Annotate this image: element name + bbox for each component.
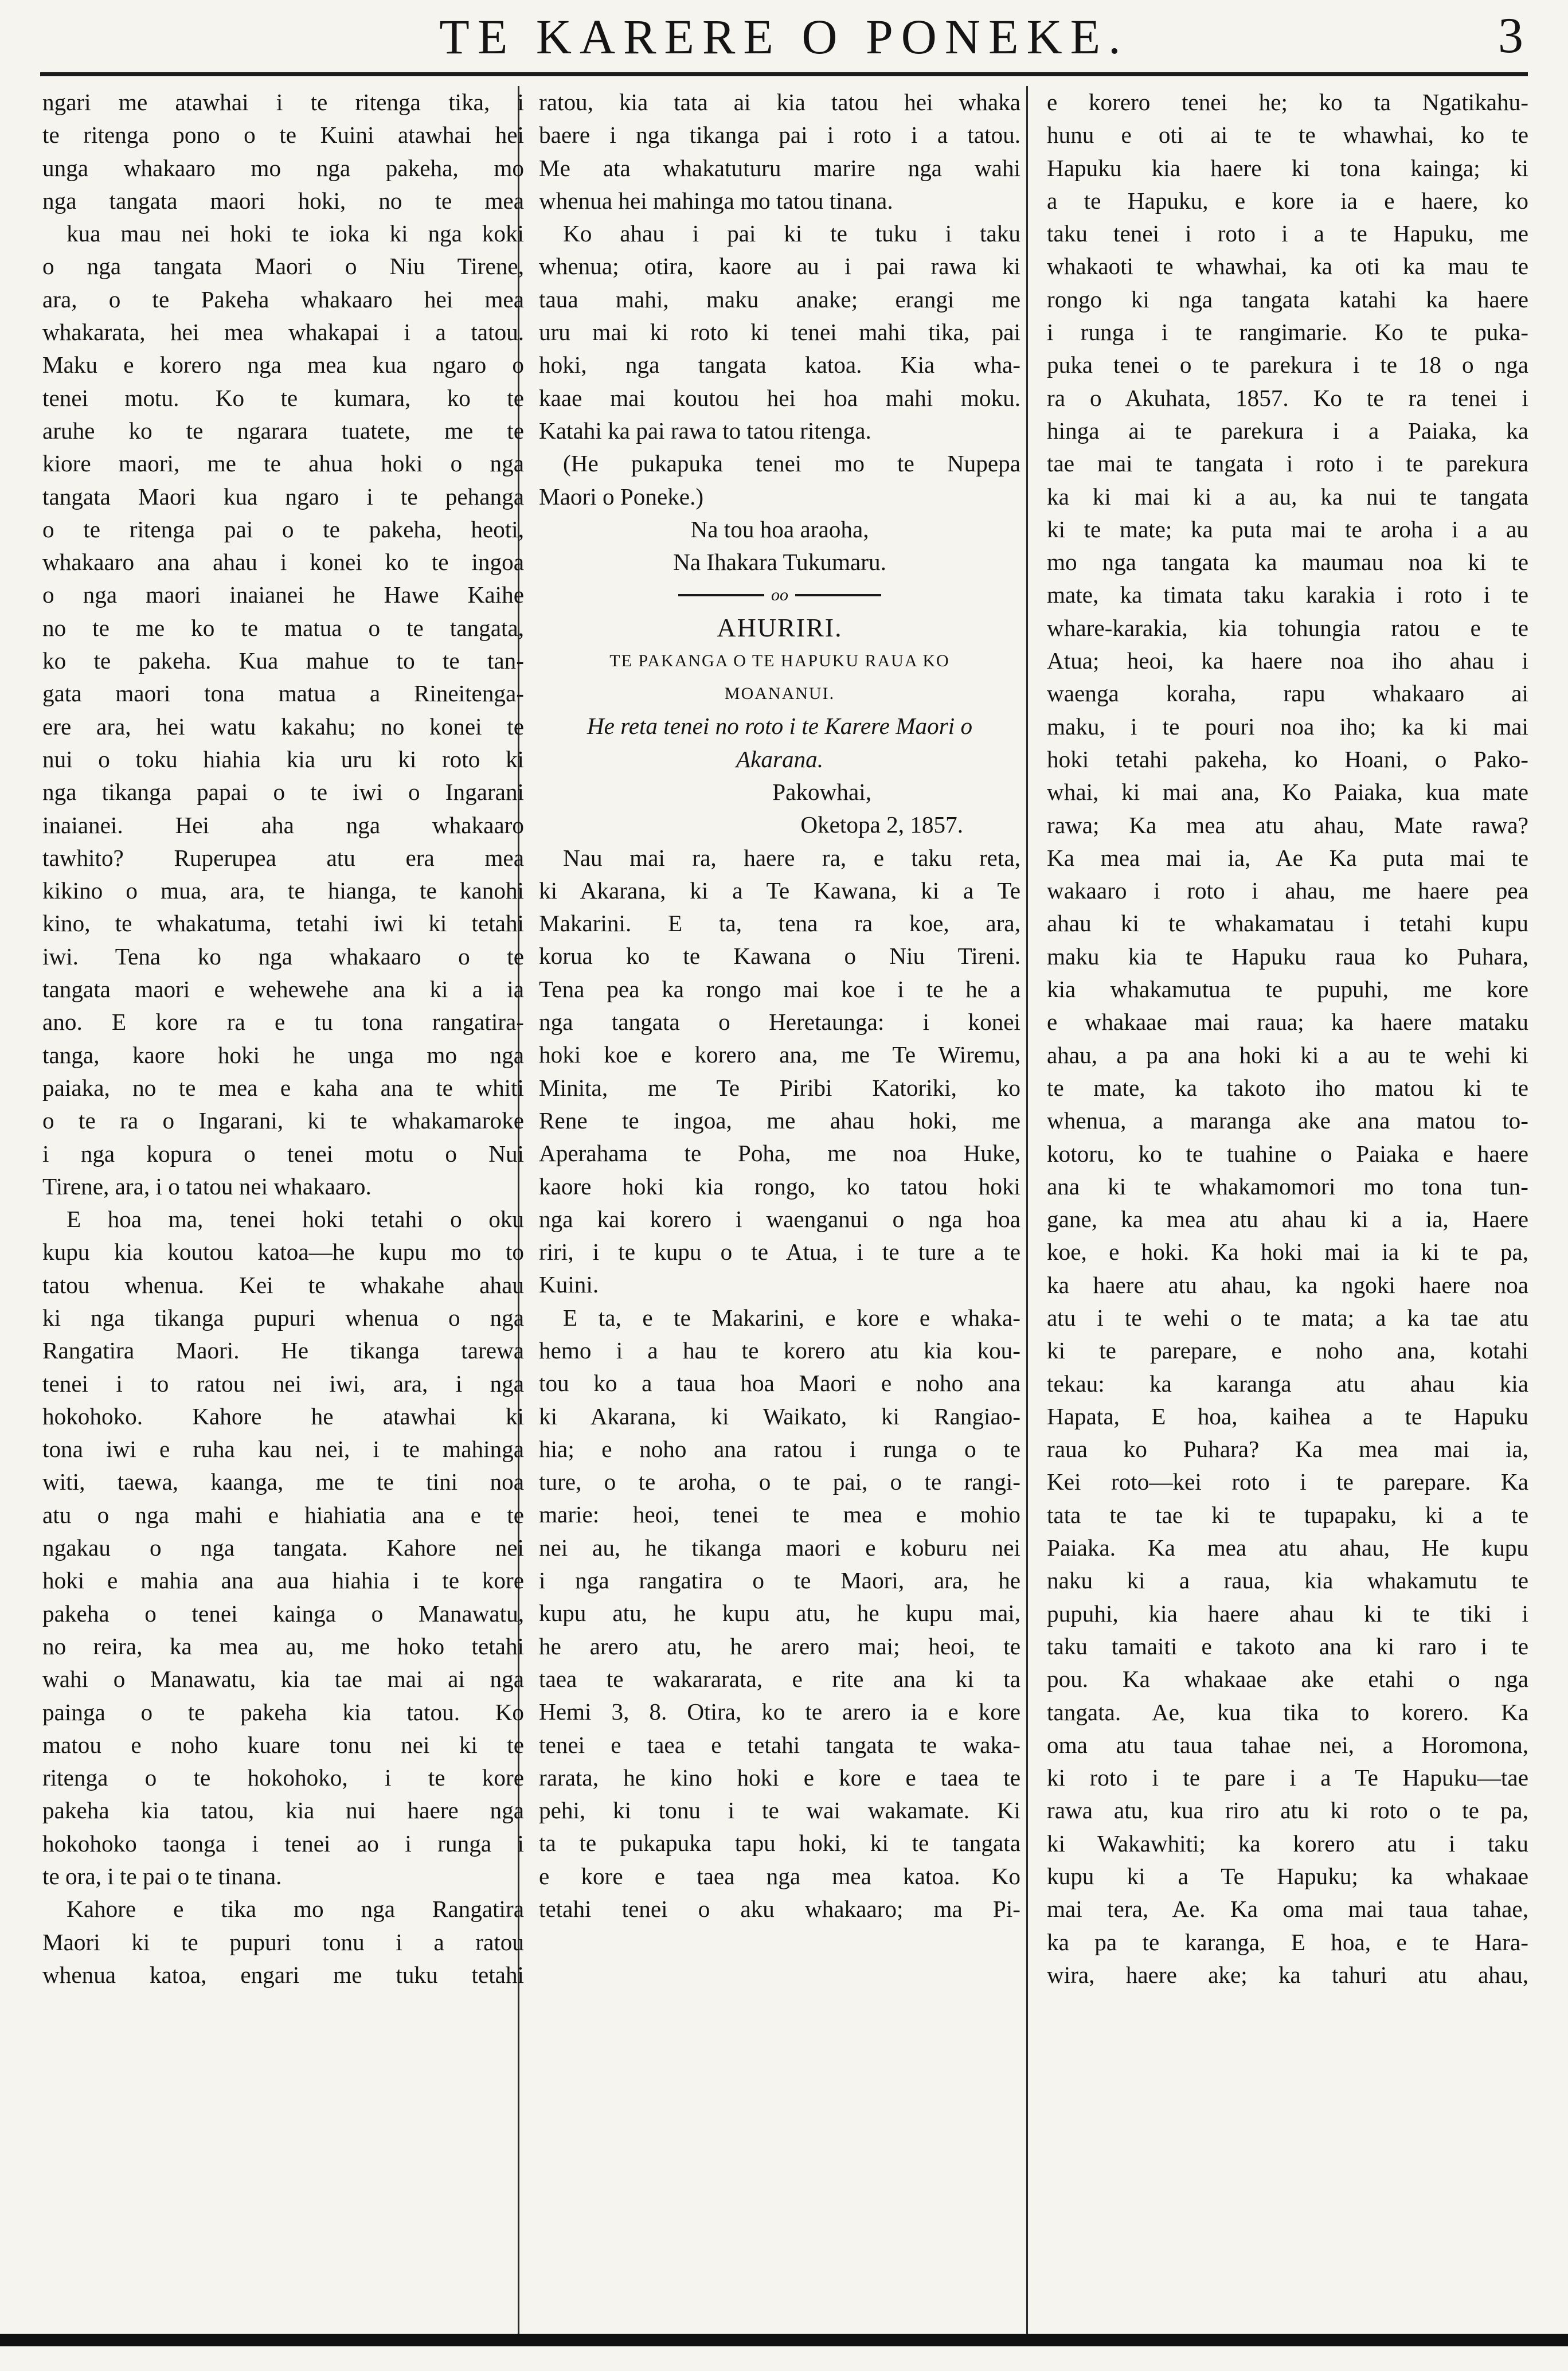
text-line: nei au, he tikanga maori e koburu nei xyxy=(539,1534,1020,1561)
text-line: rongo ki nga tangata katahi ka haere xyxy=(1047,286,1528,313)
text-line: tona iwi e ruha kau nei, i te mahinga xyxy=(42,1436,524,1463)
text-line: Ko ahau i pai ki te tuku i taku xyxy=(563,220,1020,247)
article-subtitle: He reta tenei no roto i te Karere Maori o xyxy=(586,713,973,740)
text-line: Oketopa 2, 1857. xyxy=(800,811,963,838)
text-line: pou. Ka whakaae ake etahi o nga xyxy=(1047,1666,1528,1693)
text-line: baere i nga tikanga pai i roto i a tatou. xyxy=(539,122,1020,149)
text-line: rarata, he kino hoki e kore e taea te xyxy=(539,1764,1020,1791)
text-line: ki Akarana, ki Waikato, ki Rangiao- xyxy=(539,1403,1020,1429)
text-line: kaore hoki kia rongo, ko tatou hoki xyxy=(539,1173,1020,1200)
text-line: ki Wakawhiti; ka korero atu i taku xyxy=(1047,1830,1528,1857)
text-line: hoki, nga tangata katoa. Kia wha- xyxy=(539,351,1020,378)
text-line: e whakaae mai raua; ka haere mataku xyxy=(1047,1009,1528,1036)
text-line: ka haere atu ahau, ka ngoki haere noa xyxy=(1047,1271,1528,1298)
text-line: E ta, e te Makarini, e kore e whaka- xyxy=(563,1304,1020,1331)
text-line: nga tikanga papai o te iwi o Ingarani xyxy=(42,779,524,806)
text-line: ture, o te aroha, o te pai, o te rangi- xyxy=(539,1468,1020,1495)
text-line: taua mahi, maku anake; erangi me xyxy=(539,286,1020,313)
text-line: pupuhi, kia haere ahau ki te tiki i xyxy=(1047,1600,1528,1627)
text-line: o te ritenga pai o te pakeha, heoti, xyxy=(42,515,524,542)
article-title: TE PAKANGA O TE HAPUKU RAUA KO xyxy=(609,651,950,670)
column-divider xyxy=(1026,86,1028,2334)
text-line: Hapuku kia haere ki tona kainga; ki xyxy=(1047,154,1528,181)
text-line: witi, taewa, kaanga, me te tini noa xyxy=(42,1468,524,1495)
masthead xyxy=(0,0,1568,69)
text-line: gane, ka mea atu ahau ki a ia, Haere xyxy=(1047,1206,1528,1233)
text-line: hoki tetahi pakeha, ko Hoani, o Pako- xyxy=(1047,745,1528,772)
text-line: he arero atu, he arero mai; heoi, te xyxy=(539,1632,1020,1659)
text-line: koe, e hoki. Ka hoki mai ia ki te pa, xyxy=(1047,1239,1528,1265)
text-line: hinga ai te parekura i a Paiaka, ka xyxy=(1047,417,1528,444)
text-line: kaae mai koutou hei hoa mahi moku. xyxy=(539,384,1020,411)
text-line: tata te tae ki te tupapaku, ki a te xyxy=(1047,1501,1528,1528)
text-line: marie: heoi, tenei te mea e mohio xyxy=(539,1501,1020,1528)
text-line: nga tangata maori hoki, no te mea xyxy=(42,187,524,214)
text-line: no reira, ka mea au, me hoko tetahi xyxy=(42,1632,524,1659)
column-3 xyxy=(1047,86,1528,1991)
text-line: mo nga tangata ka maumau noa ki te xyxy=(1047,549,1528,576)
text-line: Kuini. xyxy=(539,1271,599,1298)
text-line: inaianei. Hei aha nga whakaaro xyxy=(42,811,524,838)
text-line: hia; e noho ana ratou i runga o te xyxy=(539,1435,1020,1462)
text-line: Ka mea mai ia, Ae Ka puta mai te xyxy=(1047,844,1528,871)
text-line: whare-karakia, kia tohungia ratou e te xyxy=(1047,614,1528,641)
text-line: kia whakamutua te pupuhi, me kore xyxy=(1047,976,1528,1003)
text-line: hokohoko. Kahore he atawhai ki xyxy=(42,1403,524,1429)
text-line: ahau ki te whakamatau i tetahi kupu xyxy=(1047,910,1528,937)
text-line: Kei roto—kei roto i te parepare. Ka xyxy=(1047,1468,1528,1495)
text-line: Kahore e tika mo nga Rangatira xyxy=(67,1896,524,1923)
text-line: Nau mai ra, haere ra, e taku reta, xyxy=(563,844,1020,871)
header-rule xyxy=(40,72,1528,76)
text-line: Hapata, E hoa, kaihea a te Hapuku xyxy=(1047,1403,1528,1429)
text-line: tenei i to ratou nei iwi, ara, i nga xyxy=(42,1370,524,1397)
text-line: whakaaro ana ahau i konei ko te ingoa xyxy=(42,549,524,576)
text-line: wira, haere ake; ka tahuri atu ahau, xyxy=(1047,1961,1528,1988)
text-line: whai, ki mai ana, Ko Paiaka, kua mate xyxy=(1047,779,1528,806)
text-line: tenei e taea e tetahi tangata te waka- xyxy=(539,1731,1020,1758)
text-line: ki roto i te pare i a Te Hapuku—tae xyxy=(1047,1764,1528,1791)
page-number: 3 xyxy=(1498,8,1523,64)
text-line: Hemi 3, 8. Otira, ko te arero ia e kore xyxy=(539,1698,1020,1725)
text-line: kupu kia koutou katoa—he kupu mo to xyxy=(42,1239,524,1265)
text-line: ki Akarana, ki a Te Kawana, ki a Te xyxy=(539,877,1020,904)
text-line: kiore maori, me te ahua hoki o nga xyxy=(42,450,524,477)
text-line: Maku e korero nga mea kua ngaro o xyxy=(42,351,524,378)
text-line: hunu e oti ai te te whawhai, ko te xyxy=(1047,122,1528,149)
text-line: whenua katoa, engari me tuku tetahi xyxy=(42,1961,524,1988)
text-line: paiaka, no te mea e kaha ana te whiti xyxy=(42,1074,524,1101)
text-line: te ora, i te pai o te tinana. xyxy=(42,1863,282,1890)
text-line: aruhe ko te ngarara tuatete, me te xyxy=(42,417,524,444)
text-line: Pakowhai, xyxy=(772,778,871,805)
text-line: Makarini. E ta, tena ra koe, ara, xyxy=(539,910,1020,937)
text-line: pehi, ki tonu i te wai wakamate. Ki xyxy=(539,1797,1020,1824)
text-line: naku ki a raua, kia whakamutu te xyxy=(1047,1567,1528,1594)
text-line: nui o toku hiahia kia uru ki roto ki xyxy=(42,745,524,772)
text-line: pakeha kia tatou, kia nui haere nga xyxy=(42,1797,524,1824)
text-line: i runga i te rangimarie. Ko te puka- xyxy=(1047,319,1528,346)
text-line: ratou, kia tata ai kia tatou hei whaka xyxy=(539,89,1020,115)
article-title: MOANANUI. xyxy=(724,684,835,704)
text-line: whenua hei mahinga mo tatou tinana. xyxy=(539,187,893,214)
text-line: ahau, a pa ana hoki ki a au te wehi ki xyxy=(1047,1041,1528,1068)
text-line: tanga, kaore hoki he unga mo nga xyxy=(42,1041,524,1068)
text-line: tou ko a taua hoa Maori e noho ana xyxy=(539,1370,1020,1397)
text-line: tetahi tenei o aku whakaaro; ma Pi- xyxy=(539,1896,1020,1923)
text-line: o nga maori inaianei he Hawe Kaihe xyxy=(42,581,524,608)
text-line: whenua, a maranga ake ana matou to- xyxy=(1047,1107,1528,1134)
text-line: kikino o mua, ara, te hianga, te kanohi xyxy=(42,877,524,904)
text-line: whenua; otira, kaore au i pai rawa ki xyxy=(539,253,1020,280)
text-line: whakarata, hei mea whakapai i a tatou. xyxy=(42,319,524,346)
text-line: Na tou hoa araoha, xyxy=(690,515,869,542)
text-line: maku, i te pouri noa iho; ka ki mai xyxy=(1047,713,1528,740)
text-line: e korero tenei he; ko ta Ngatikahu- xyxy=(1047,89,1528,115)
text-line: ki te parepare, e noho ana, kotahi xyxy=(1047,1337,1528,1364)
column-1 xyxy=(42,86,524,1991)
text-line: tangata Maori kua ngaro i te pehanga xyxy=(42,483,524,510)
text-line: atu i te wehi o te mata; a ka tae atu xyxy=(1047,1304,1528,1331)
text-line: whakaoti te whawhai, ka oti ka mau te xyxy=(1047,253,1528,280)
text-line: taea te wakararata, e rite ana ki ta xyxy=(539,1665,1020,1692)
bottom-edge-bar xyxy=(0,2334,1568,2346)
text-line: tae mai te tangata i roto i te parekura xyxy=(1047,450,1528,477)
text-line: Rene te ingoa, me ahau hoki, me xyxy=(539,1107,1020,1134)
text-line: pakeha o tenei kainga o Manawatu, xyxy=(42,1600,524,1627)
column-2 xyxy=(539,86,1020,1925)
text-line: ritenga o te hokohoko, i te kore xyxy=(42,1764,524,1791)
text-line: kua mau nei hoki te ioka ki nga koki xyxy=(67,220,524,247)
text-line: puka tenei o te parekura i te 18 o nga xyxy=(1047,351,1528,378)
text-line: mate, ka timata taku karakia i roto i te xyxy=(1047,581,1528,608)
text-line: Maori o Poneke.) xyxy=(539,483,704,510)
text-line: ki te mate; ka puta mai te aroha i a au xyxy=(1047,515,1528,542)
text-line: uru mai ki roto ki tenei mahi tika, pai xyxy=(539,319,1020,346)
text-line: hoki koe e korero ana, me Te Wiremu, xyxy=(539,1041,1020,1068)
text-line: (He pukapuka tenei mo te Nupepa xyxy=(563,450,1020,477)
text-line: korua ko te Kawana o Niu Tireni. xyxy=(539,943,1020,970)
text-line: matou e noho kuare tonu nei ki te xyxy=(42,1731,524,1758)
text-line: Minita, me Te Piribi Katoriki, ko xyxy=(539,1074,1020,1101)
text-line: rawa; Ka mea atu ahau, Mate rawa? xyxy=(1047,811,1528,838)
text-line: no te me ko te matua o te tangata, xyxy=(42,614,524,641)
text-line: a te Hapuku, e kore ia e haere, ko xyxy=(1047,187,1528,214)
text-line: ano. E kore ra e tu tona rangatira- xyxy=(42,1009,524,1036)
text-line: Tena pea ka rongo mai koe i te he a xyxy=(539,975,1020,1002)
section-heading: AHURIRI. xyxy=(717,613,843,643)
text-line: tenei motu. Ko te kumara, ko te xyxy=(42,384,524,411)
text-line: E hoa ma, tenei hoki tetahi o oku xyxy=(67,1206,524,1233)
text-line: Aperahama te Poha, me noa Huke, xyxy=(539,1140,1020,1167)
text-line: ka ki mai ki a au, ka nui te tangata xyxy=(1047,483,1528,510)
text-line: hoki e mahia ana aua hiahia i te kore xyxy=(42,1567,524,1594)
text-line: Maori ki te pupuri tonu i a ratou xyxy=(42,1928,524,1955)
text-line: Tirene, ara, i o tatou nei whakaaro. xyxy=(42,1173,372,1200)
text-line: o nga tangata Maori o Niu Tirene, xyxy=(42,253,524,280)
text-line: ki nga tikanga pupuri whenua o nga xyxy=(42,1304,524,1331)
text-line: painga o te pakeha kia tatou. Ko xyxy=(42,1698,524,1725)
text-line: nga kai korero i waenganui o nga hoa xyxy=(539,1205,1020,1232)
text-line: Paiaka. Ka mea atu ahau, He kupu xyxy=(1047,1534,1528,1561)
text-line: ara, o te Pakeha whakaaro hei mea xyxy=(42,286,524,313)
text-line: tangata maori e wehewehe ana ki a ia xyxy=(42,976,524,1003)
text-line: te ritenga pono o te Kuini atawhai hei xyxy=(42,122,524,149)
text-line: i nga rangatira o te Maori, ara, he xyxy=(539,1567,1020,1594)
text-line: tekau: ka karanga atu ahau kia xyxy=(1047,1370,1528,1397)
text-line: o te ra o Ingarani, ki te whakamaroke xyxy=(42,1107,524,1134)
text-line: kupu ki a Te Hapuku; ka whakaae xyxy=(1047,1863,1528,1890)
text-line: oma atu taua tahae nei, a Horomona, xyxy=(1047,1731,1528,1758)
text-line: Atua; heoi, ka haere noa iho ahau i xyxy=(1047,647,1528,674)
text-line: wakaaro i roto i ahau, me haere pea xyxy=(1047,877,1528,904)
text-line: Rangatira Maori. He tikanga tarewa xyxy=(42,1337,524,1364)
text-line: mai tera, Ae. Ka oma mai taua tahae, xyxy=(1047,1896,1528,1923)
text-line: kupu atu, he kupu atu, he kupu mai, xyxy=(539,1600,1020,1627)
text-line: raua ko Puhara? Ka mea mai ia, xyxy=(1047,1436,1528,1463)
text-line: hemo i a hau te korero atu kia kou- xyxy=(539,1337,1020,1364)
text-line: ko te pakeha. Kua mahue to te tan- xyxy=(42,647,524,674)
text-line: tatou whenua. Kei te whakahe ahau xyxy=(42,1271,524,1298)
text-line: tangata. Ae, kua tika to korero. Ka xyxy=(1047,1698,1528,1725)
text-line: kotoru, ko te tuahine o Paiaka e haere xyxy=(1047,1140,1528,1167)
text-line: gata maori tona matua a Rineitenga- xyxy=(42,680,524,707)
text-line: unga whakaaro mo nga pakeha, mo xyxy=(42,154,524,181)
text-line: kino, te whakatuma, tetahi iwi ki tetahi xyxy=(42,910,524,937)
text-line: tawhito? Ruperupea atu era mea xyxy=(42,844,524,871)
text-line: wahi o Manawatu, kia tae mai ai nga xyxy=(42,1666,524,1693)
text-line: ere ara, hei watu kakahu; no konei te xyxy=(42,713,524,740)
text-line: taku tenei i roto i a te Hapuku, me xyxy=(1047,220,1528,247)
text-line: i nga kopura o tenei motu o Nui xyxy=(42,1140,524,1167)
article-subtitle: Akarana. xyxy=(736,745,824,772)
text-line: te mate, ka takoto iho matou ki te xyxy=(1047,1074,1528,1101)
text-line: maku kia te Hapuku raua ko Puhara, xyxy=(1047,943,1528,970)
text-line: Me ata whakatuturu marire nga wahi xyxy=(539,154,1020,181)
text-line: Na Ihakara Tukumaru. xyxy=(673,549,886,576)
newspaper-title: TE KARERE O PONEKE. xyxy=(439,9,1129,64)
text-line: ta te pukapuka tapu hoki, ki te tangata xyxy=(539,1830,1020,1857)
text-line: waenga koraha, rapu whakaaro ai xyxy=(1047,680,1528,707)
text-line: Katahi ka pai rawa to tatou ritenga. xyxy=(539,417,871,444)
text-line: riri, i te kupu o te Atua, i te ture a te xyxy=(539,1239,1020,1265)
text-line: rawa atu, kua riro atu ki roto o te pa, xyxy=(1047,1797,1528,1824)
text-line: ngari me atawhai i te ritenga tika, i xyxy=(42,89,524,115)
text-line: ra o Akuhata, 1857. Ko te ra tenei i xyxy=(1047,384,1528,411)
text-line: ana ki te whakamomori mo tona tun- xyxy=(1047,1173,1528,1200)
text-line: e kore e taea nga mea katoa. Ko xyxy=(539,1862,1020,1889)
text-line: hokohoko taonga i tenei ao i runga i xyxy=(42,1830,524,1857)
text-line: ngakau o nga tangata. Kahore nei xyxy=(42,1534,524,1561)
text-line: atu o nga mahi e hiahiatia ana e te xyxy=(42,1501,524,1528)
text-line: taku tamaiti e takoto ana ki raro i te xyxy=(1047,1632,1528,1659)
text-line: nga tangata o Heretaunga: i konei xyxy=(539,1009,1020,1036)
section-ornament: oo xyxy=(539,579,1020,611)
text-line: iwi. Tena ko nga whakaaro o te xyxy=(42,943,524,970)
text-line: ka pa te karanga, E hoa, e te Hara- xyxy=(1047,1928,1528,1955)
